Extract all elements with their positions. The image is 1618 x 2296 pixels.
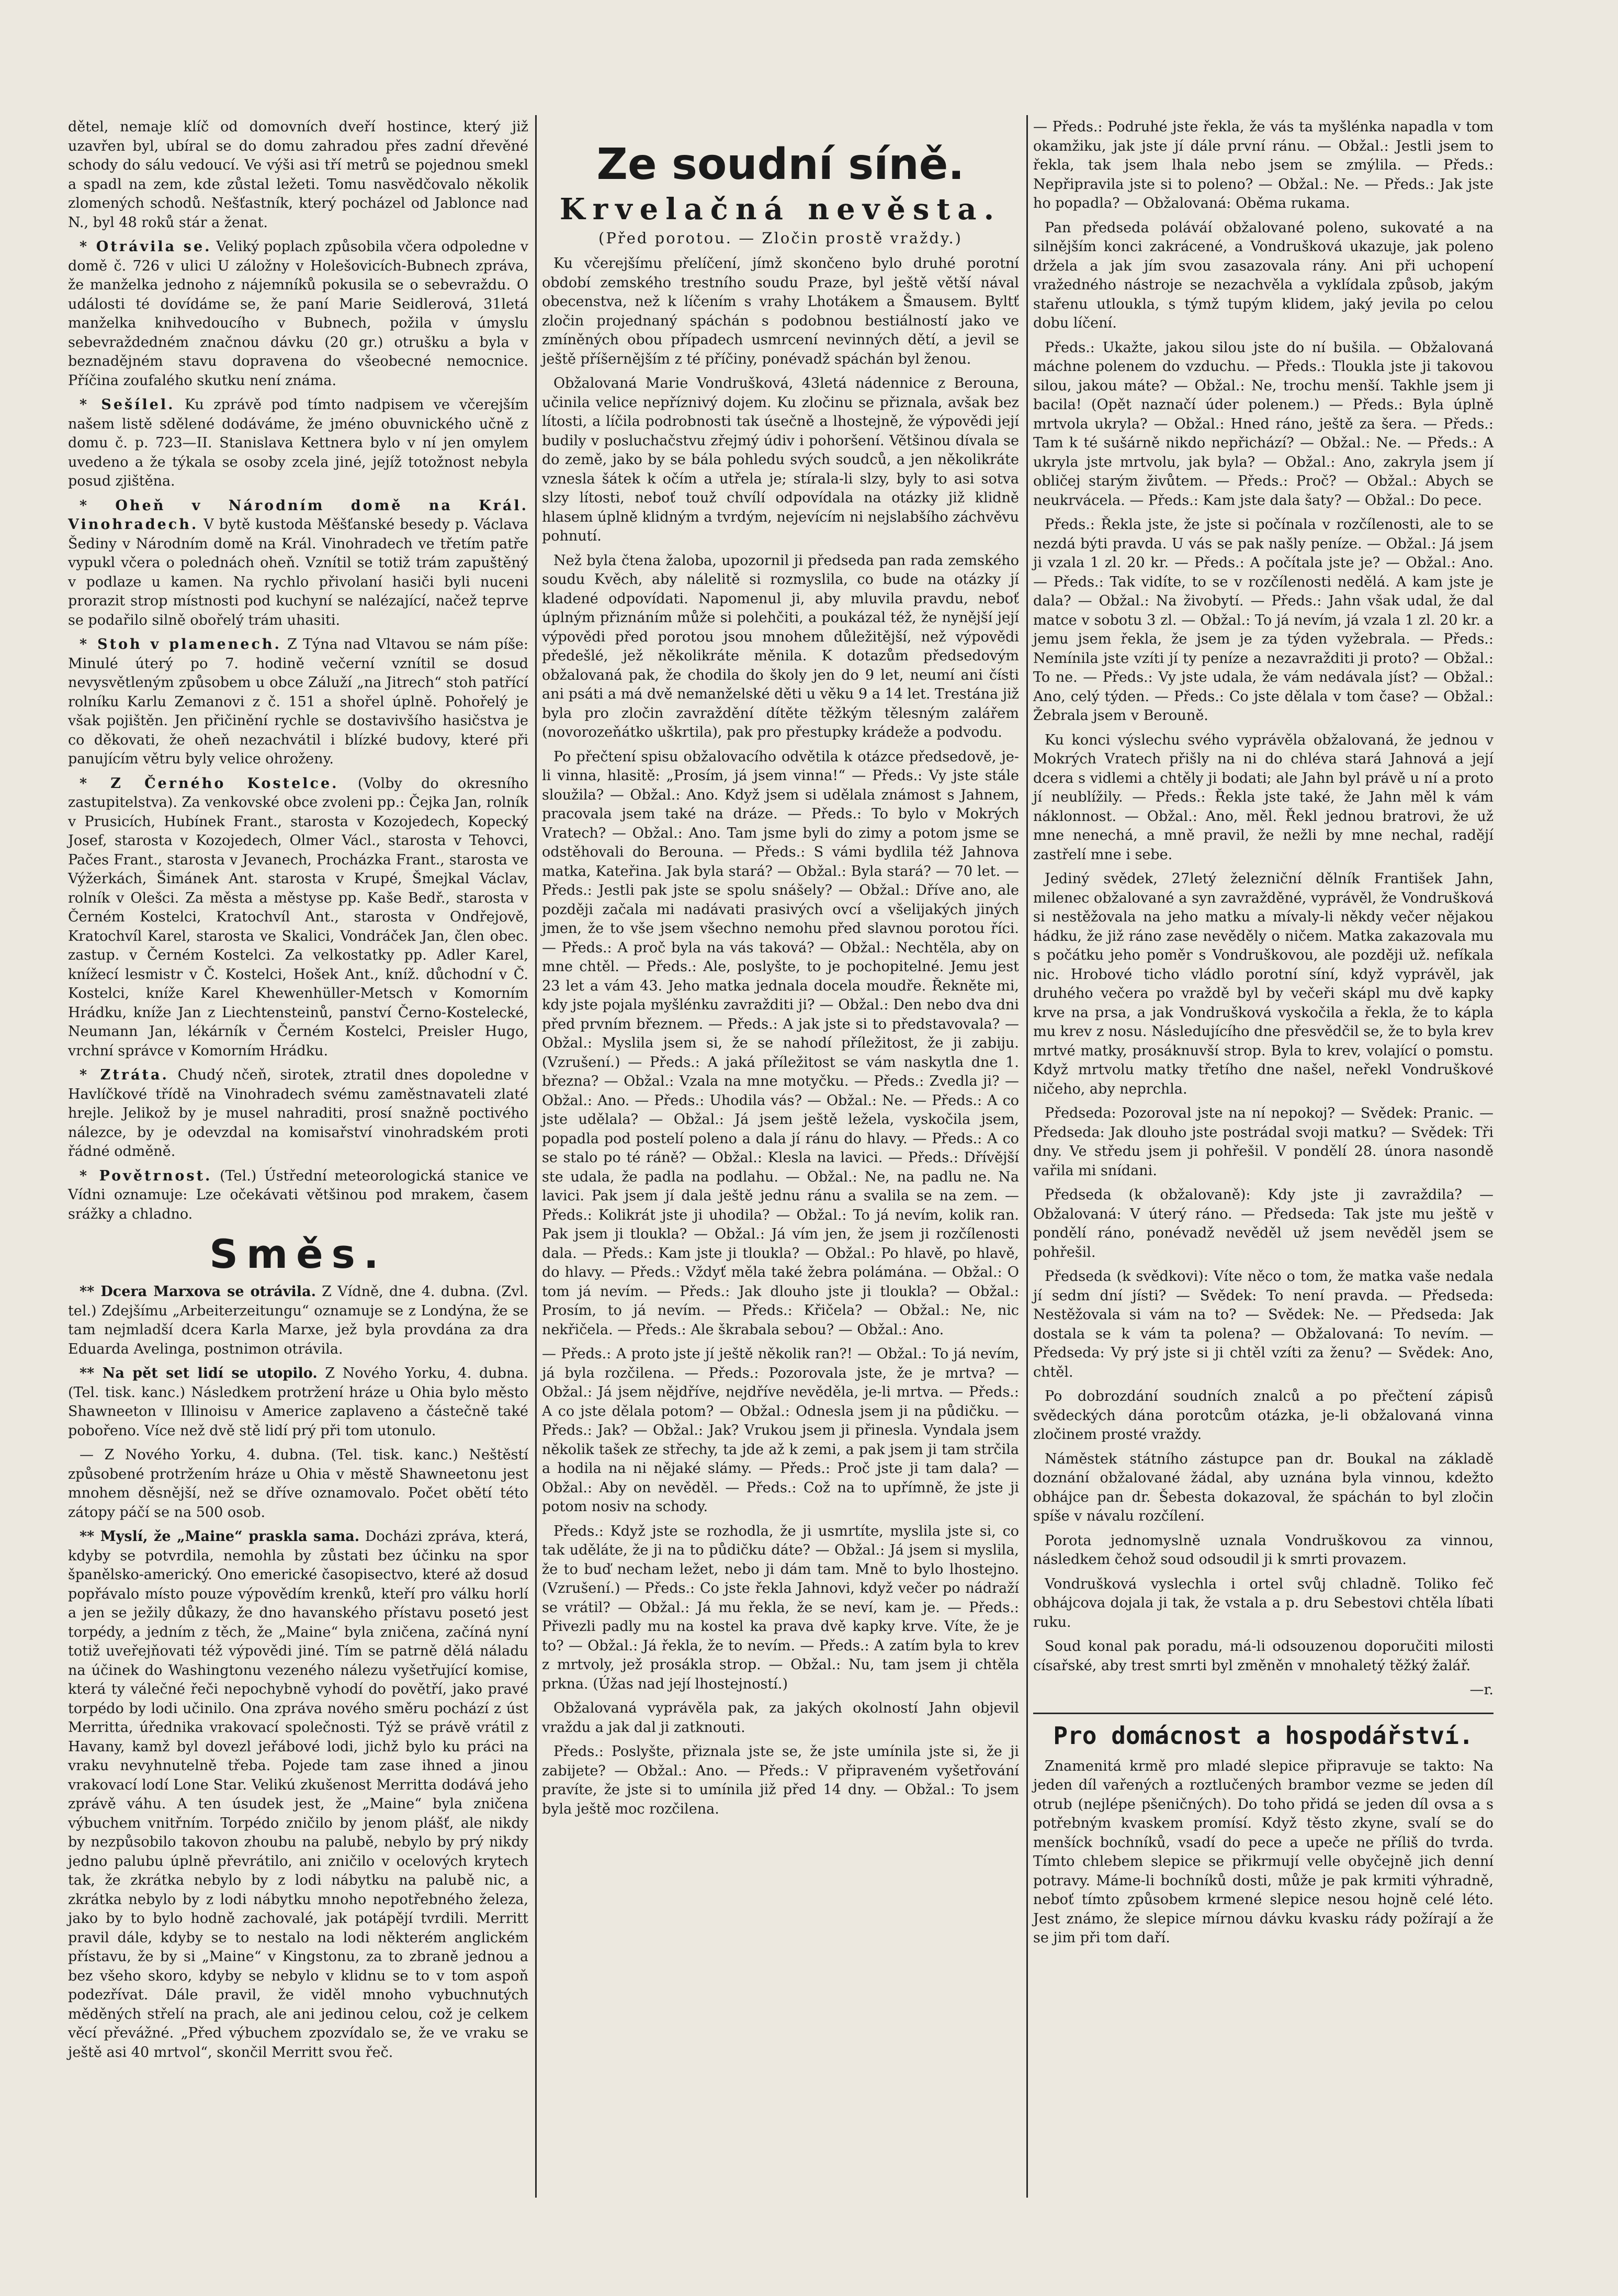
- article-fall-end: dětel, nemaje klíč od domovních dveří hostince, který již uzavřen byl, ubíral se do domu zahradou přes zadní dřevěné schody do sálu vedoucí. Ve výši asi tří metrů se pojednou smekl a spadl na zem, kde zůstal ležeti. Tomu nasvědčovalo několik zlomených schodů. Nešťastník, který pocházel od Jablonce nad N., byl 48 roků stár a ženat.: [68, 119, 528, 231]
- court-paragraph: Předs.: Ukažte, jakou silou jste do ní bušila. — Obžalovaná máchne polenem do vzduchu. — Předs.: Tloukla jste ji takovou silou, jakou máte? — Obžal.: Ne, trochu menší. Takhle jsem ji bacila! (Opět naznačí úder polenem.) — Předs.: Byla úplně mrtvola ukryla? — Obžal.: Hned ráno, ještě za šera. — Předs.: Tam k té sušárně nikdo nepřichází? — Obžal.: Ne. — Předs.: A ukryla jste mrtvolu, jak byla? — Obžal.: Ano, zakryla jsem jí obličej starým živůtem. — Předs.: Proč? — Obžal.: Abych se neukrvácela. — Předs.: Kam jste dala šaty? — Obžal.: Do pece.: [1033, 339, 1493, 509]
- court-paragraph: Po přečtení spisu obžalovacího odvětila k otázce předsedově, je-li vinna, hlasitě: „Prosím, já jsem vinna!“ — Předs.: Vy jste stále sloužila? — Obžal.: Ano. Když jsem si udělala známost s Jahnem, pracovala jsem také na dráze. — Předs.: To bylo v Mokrých Vratech? — Obžal.: Ano. Tam jsme byli do zimy a potom jsme se odstěhovali do Berouna. — Předs.: S vámi bydlila též Jahnova matka, Kateřina. Jak byla stará? — Obžal.: Byla stará? — 70 let. — Předs.: Jestli pak jste se spolu snášely? — Obžal.: Dříve ano, ale později začala mi nadávati prasivých ovcí a všelijakých jiných jmen, že to vše jsem všechno nemohu před slavnou porotou říci. — Předs.: A proč byla na vás taková? — Obžal.: Nechtěla, aby on mne chtěl. — Předs.: Ale, poslyšte, to je pochopitelné. Jemu jest 23 let a vám 43. Jeho matka jednala docela moudře. Řekněte mi, kdy jste pojala myšlénku zavražditi ji? — Obžal.: Den nebo dva dni před prvním březnem. — Předs.: A jak jste si to představovala? — Obžal.: Myslila jsem si, že se nahodí příležitost, že ji zabiju. (Vzrušení.) — Předs.: A jaká příležitost se vám naskytla dne 1. března? — Obžal.: Vzala na mne motyčku. — Předs.: Zvedla ji? — Obžal.: Ano. — Předs.: Uhodila vás? — Obžal.: Ne. — Předs.: A co jste udělala? — Obžal.: Já jsem ještě ležela, vyskočila jsem, popadla pod postelí poleno a dala jí ránu do hlavy. — Předs.: A co se stalo po té ráně? — Obžal.: Klesla na lavici. — Předs.: Dřívější ste udala, že padla na podlahu. — Obžal.: Ne, na padlu ne. Na lavici. Pak jsem jí dala ještě jednu ránu a svalila se na zem. — Předs.: Kolikrát jste ji uhodila? — Obžal.: To já nevím, kolik ran. Pak jsem ji tloukla? — Obžal.: Já vím jen, že jsem ji rozčílenosti dala. — Předs.: Kam jste ji tloukla? — Obžal.: Po hlavě, po hlavě, do hlavy. — Předs.: Vždyť měla také žebra polámána. — Obžal.: O tom já nevím. — Předs.: Jak dlouho jste ji tloukla? — Obžal.: Prosím, to já nevím. — Předs.: Křičela? — Obžal.: Ne, nic nekřičela. — Předs.: Ale škrabala sebou? — Obžal.: Ano.: [542, 748, 1019, 1338]
- author-signature: —r.: [1469, 1682, 1493, 1698]
- court-paragraph: Jediný svědek, 27letý železniční dělník František Jahn, milenec obžalované a syn zavražděné, vyprávěl, že Vondrušková si nestěžovala na jeho matku a mívaly-li někdy večer nějakou hádku, že již ráno zase nevěděly o ničem. Matka zakazovala mu s počátku jeho poměr s Vondruškovou, ale později už. nefíkala nic. Hrobové ticho vládlo porotní síní, když vyprávěl, jak druhého večera po vraždě byl by večeři skápl mu dvě kapky krve na prsa, a jak Vondrušková vyskočila a řekla, že to kápla mu krev z nosu. Následujícího dne přesvědčil se, že to byla krev mrtvé matky, prosáknuvší strop. Byla to krev, volající o pomstu. Když mrtvolu matky třetího dne našel, neřekl Vondruškové ničeho, aby neprchla.: [1033, 871, 1493, 1097]
- column-court: [542, 141, 1019, 1824]
- article-new-york: — Z Nového Yorku, 4. dubna. (Tel. tisk. kanc.) Neštěstí způsobené protržením hráze u Ohia v městě Shawneetonu jest mnohem děsnější, než se dříve oznamovalo. Počet obětí této zátopy páčí se na 500 osob.: [68, 1447, 528, 1521]
- column-rule-right: [1026, 115, 1028, 2198]
- court-paragraph: Předs.: Když jste se rozhodla, že ji usmrtíte, myslila jste si, co tak uděláte, že ji na to půdičku dáte? — Obžal.: Já jsem si myslila, že to buď necham ležet, nebo ji dám tam. Mně to bylo lhostejno. (Vzrušení.) — Předs.: Co jste řekla Jahnovi, když večer po nádraží se vrátil? — Obžal.: Já mu řekla, že se neví, kam je. — Předs.: Přivezli padly mu na kostel ka prava dvě kapky krve. Víte, že je to? — Obžal.: Já řekla, že to nevím. — Předs.: A zatím byla to krev z mrtvoly, jež prosákla strop. — Obžal.: Nu, tam jsem ji chtěla prkna. (Úžas nad její lhostejností.): [542, 1523, 1019, 1692]
- court-paragraph: Porota jednomyslně uznala Vondruškovou za vinnou, následkem čehož soud odsoudil ji k smrti provazem.: [1033, 1532, 1493, 1568]
- article-subtitle: (Před porotou. — Zločin prostě vraždy.): [598, 229, 963, 247]
- court-paragraph: — Předs.: A proto jste jí ještě několik ran?! — Obžal.: To já nevím, já byla rozčilena. — Předs.: Pozorovala jste, že je mrtva? — Obžal.: Já jsem nějdříve, nejdříve nevěděla, je-li mrtva. — Předs.: A co jste dělala potom? — Obžal.: Odnesla jsem ji na půdičku. — Předs.: Jak? — Obžal.: Jak? Vrukou jsem ji přinesla. Vyndala jsem několik tašek ze střechy, ta jde až k zemi, a pak jsem ji tam strčila a hodila na ni nějaké slámy. — Předs.: Proč jste ji tam dala? — Obžal.: Aby on nevěděl. — Předs.: Což na to upřímně, že jste ji potom nosiv na schody.: [542, 1346, 1019, 1515]
- court-paragraph: Předseda (k obžalovaně): Kdy jste ji zavraždila? — Obžalovaná: V úterý ráno. — Předseda: Tak jste mu ještě v pondělí ráno, ponévadž nevěděl už jsem nevěděl jsem se pohřešil.: [1033, 1187, 1493, 1260]
- court-paragraph: Po dobrozdání soudních znalců a po přečtení zápisů svědeckých dána porotcům otázka, je-li obžalovaná vinna zločinem prosté vraždy.: [1033, 1388, 1493, 1443]
- section-title-smes: Směs.: [209, 1231, 387, 1277]
- column-court-continued: [1033, 118, 1493, 1953]
- court-paragraph: — Předs.: Podruhé jste řekla, že vás ta myšlénka napadla v tom okamžiku, jak jste jí dále první ránu. — Obžal.: Jestli jsem to řekla, tak jsem lhala nebo jsem se zmýlila. — Předs.: Nepřipravila jste si to poleno? — Obžal.: Ne. — Předs.: Jak jste ho popadla? — Obžalovaná: Oběma rukama.: [1033, 119, 1493, 211]
- article-sesilel: * Sešílel. Ku zprávě pod tímto nadpisem ve včerejším našem listě sdělené dodáváme, že jméno obuvnického učně z domu č. p. 723—II. Stanislava Kettnera bylo v ní jen omylem uvedeno a že týkala se osoby zcela jiné, jejíž totožnost nebyla posud zjištěna.: [68, 397, 528, 489]
- article-povetrnost: * Povětrnost. (Tel.) Ústřední meteorologická stanice ve Vídni oznamuje: Lze očekávati většinou pod mrakem, časem srážky a chladno.: [68, 1167, 528, 1222]
- court-paragraph: Náměstek státního zástupce pan dr. Boukal na základě doznání obžalované žádal, aby uznána byla vinnou, kdežto obhájce pan dr. Šebesta dokazoval, že spáchán to byl zločin spíše v návalu rozčílení.: [1033, 1450, 1493, 1524]
- article-ztrata: * Ztráta. Chudý nčeň, sirotek, ztratil dnes dopoledne v Havlíčkové třídě na Vinohradech svému zaměstnavateli zlaté hrejle. Jelikož by je musel nahraditi, prosí snažně poctivého nálezce, by je odevzdal na komisařství vinohradském proti řádné odměně.: [68, 1067, 528, 1160]
- court-paragraph: Vondrušková vyslechla i ortel svůj chladně. Toliko feč obhájcova dojala ji tak, že vstala a p. dru Sebestovi chtěla líbati ruku.: [1033, 1575, 1493, 1630]
- court-paragraph: Předs.: Řekla jste, že jste si počínala v rozčílenosti, ale to se nezdá býti pravda. U vás se pak našly peníze. — Obžal.: Já jsem ji vzala 1 zl. 20 kr. — Předs.: A počítala jste je? — Obžal.: Ano. — Předs.: Tak vidíte, to se v rozčílenosti nedělá. A kam jste je dala? — Obžal.: Na živobytí. — Předs.: Jahn však udal, že dal matce v sobotu 3 zl. — Obžal.: To já nevím, já vzala 1 zl. 20 kr. a jemu jsem řekla, že jsem je za týden vyžebrala. — Předs.: Nemínila jste vzíti jí ty peníze a nezavražditi ji proto? — Obžal.: To ne. — Předs.: Vy jste udala, že vám nedávala jíst? — Obžal.: Ano, celý týden. — Předs.: Co jste dělala v tom čase? — Obžal.: Žebrala jsem v Berouně.: [1033, 516, 1493, 724]
- court-paragraph: Pan předseda poláváí obžalované poleno, sukovaté a na silnějším konci zakrácené, a Vondrušková ukazuje, jak poleno držela a jak jím svou zasazovala rány. Ani při uchopení vražedného nástroje se nezachvěla a vyklídala způsob, jakým stařenu utloukla, s týmž tupým klidem, jaký jevila po celou dobu líčení.: [1033, 219, 1493, 331]
- court-paragraph: Předseda: Pozoroval jste na ní nepokoj? — Svědek: Pranic. — Předseda: Jak dlouho jste postrádal svoji matku? — Svědek: Tři dny. Ve středu jsem ji pohřešil. V pondělí 28. února nasondě vařila mi snídani.: [1033, 1105, 1493, 1179]
- court-paragraph: Předseda (k svědkovi): Víte něco o tom, že matka vaše nedala jí sedm dní jísti? — Svědek: To není pravda. — Předseda: Nestěžovala si vám na to? — Svědek: Ne. — Předseda: Jak dostala se k vám ta polena? — Obžalovaná: To nevím. — Předseda: Vy prý jste si ji chtěl vzíti za ženu? — Svědek: Ano, chtěl.: [1033, 1268, 1493, 1380]
- court-paragraph: Předs.: Poslyšte, přiznala jste se, že jste umínila jste si, že ji zabijete? — Obžal.: Ano. — Předs.: V připraveném vyšetřování pravíte, že jste si to umínila již před 14 dny. — Obžal.: To jsem byla ještě moc rozčilena.: [542, 1743, 1019, 1817]
- article-utopilo: ** Na pět set lidí se utopilo. Z Nového Yorku, 4. dubna. (Tel. tisk. kanc.) Následkem protržení hráze u Ohia bylo město Shawneeton v Illinoisu v Americe zaplaveno a částečně také pobořeno. Více než dvě stě lidí prý při tom utonulo.: [68, 1365, 528, 1439]
- article-title-nevesta: Krvelačná nevěsta.: [559, 192, 1002, 227]
- column-local-news: [68, 118, 528, 2067]
- court-paragraph: Ku konci výslechu svého vyprávěla obžalovaná, že jednou v Mokrých Vratech přišly na ni do chléva stará Jahnová a její dcera s vidlemi a chtěly ji bodati; ale Jahn byl právě u ní a proto jí neublížily. — Předs.: Řekla jste také, že Jahn měl k vám náklonnost. — Obžal.: Ano, měl. Řekl jednou bratrovi, že už mne nenechá, a mně pravil, že nežli by mne nechal, radějí zastřelí mne i sebe.: [1033, 731, 1493, 863]
- article-stoh: * Stoh v plamenech. Z Týna nad Vltavou se nám píše: Minulé úterý po 7. hodině večerní vznítil se dosud nevysvětleným způsobem u obce Záluží „na Jitrech“ stoh patřící rolníku Karlu Zemanovi z č. 151 a shořel úplně. Pohořelý je však pojištěn. Jen přičinění rychle se dostavivšího hasičstva je co děkovati, že oheň nezachvátil i blízké budovy, které při panujícím větru byly velice ohroženy.: [68, 636, 529, 767]
- section-title-household: Pro domácnost a hospodářství.: [1033, 1713, 1493, 1750]
- household-paragraph: Znamenitá krmě pro mladé slepice připravuje se takto: Na jeden díl vařených a roztlučených brambor vezme se jeden díl otrub (nejlépe pšeničných). Do toho přidá se jeden díl ovsa a s potřebným kvaskem promísí. Když těsto zkyne, svalí se do menšíck bochníků, vsadí do pece a upeče ne příliš do tvrda. Tímto chlebem slepice se přikrmují velle obyčejně jich denní potravy. Máme-li bochníků dosti, může je pak krmiti výhradně, neboť tímto způsobem krmené slepice nesou hojně celé léto. Jest známo, že slepice mírnou dávku kvasku rády požírají a že se jim při tom daří.: [1033, 1758, 1493, 1946]
- article-maine: ** Myslí, že „Maine“ praskla sama. Docházi zpráva, která, kdyby se potvrdila, nemohla by zůstati bez účinku na spor španělsko-americký. Ono emerické časopisectvo, které až dosud popřávalo místo pouze výpovědím krenků, kteří pro válku horlí a jen se ježily důkazy, že dno havanského přístavu posetó jest torpédy, a jedním z těch, že „Maine“ byla zničena, začíná nyní totiž uveřejňovati též výpovědi jiné. Tím se patrně dělá náladu na účinek do Washingtonu vezeného nálezu vyšetřující komise, která ty válečné řeči nepochybně vyhodí do povětří, jako pravé torpédo by lodi učinilo. Ona zpráva nového směru pochází z úst Merritta, úřednika vrakovací společnosti. Týž se právě vrátil z Havany, kamž byl dovezl jeřábové lodi, jichž bylo ku práci na vraku nevyhnutelně třeba. Pojede tam zase ihned a jinou vrakovací lodí Lone Star. Velikú zkušenost Merritta dodává jeho zprávě váhu. A ten úsudek jest, že „Maine“ byla zničena výbuchem vnitřním. Torpédo zničilo by jenom plášť, ale nikdy by nezpůsobilo takovon zhoubu na palubě, nebylo by prý nikdy jedno palubu úplně převrátilo, ani zničilo v ocelových krytech tak, že zkrátka nebylo by z lodi nábytku na palubě nic, a zkrátka nebylo by z lodi nábytku mnoho nepotřebného železa, jako by to bylo hodně zachovalé, jak potápějí tvrdili. Merritt pravil dále, kdyby se to nestalo na lodi některém anglickém přístavu, že by si „Maine“ v Kingstonu, za to zbraně jednou a bez všeho skoro, kdyby se nebylo v klidnu se to v tom aspoň podezřívat. Dále pravil, že viděl mnoho vybuchnutých měděných střelí na prach, ale ani jedinou celou, což je celkem věcí převážné. „Před výbuchem zpozvídalo se, že ve vraku se ještě asi 40 mrtvol“, skončil Merritt svou řeč.: [68, 1528, 528, 2061]
- article-marx: ** Dcera Marxova se otrávila. Z Vídně, dne 4. dubna. (Zvl. tel.) Zdejšímu „Arbeiterzeitungu“ oznamuje se z Londýna, že se tam nejmladší dcera Karla Marxe, jež byla provdána za dra Eduarda Avelinga, postnimon otrávila.: [68, 1284, 528, 1357]
- column-rule-left: [535, 115, 537, 2198]
- court-paragraph: Než byla čtena žaloba, upozornil ji předseda pan rada zemského soudu Kvěch, aby nálelitě si rozmyslila, co bude na otázky jí kladené odpovídati. Napomenul ji, aby mluvila pravdu, neboť úplným přiznáním může si polehčiti, a poukázal též, že nynější její výpovědi před porotou jsou mnohem důležitější, než výpovědi předešlé, jež několikráte měnila. K dotazům předsedovým obžalovaná pak, že chodila do školy jen do 9 let, neumí ani čísti ani psáti a má dvě nemanželské děti u věku 9 a 14 let. Trestána již byla pro zločin zavraždění dítěte těžkým tělesným zalářem (novorozeňátko uškrtila), pak pro přestupky krádeže a podvodu.: [542, 552, 1020, 740]
- article-otravila: * Otrávila se. Veliký poplach způsobila včera odpoledne v domě č. 726 v ulici U záložny v Holešovicích-Bubnech zpráva, že manželka jednoho z nájemníků pokusila se o sebevraždu. O události té dovídáme se, že paní Marie Seidlerová, 31letá manželka knihvedoucího v Bubnech, požila v úmyslu sebevraždedném značnou dávku (20 gr.) otrušku a byla v beznadějném stavu dopravena do všeobecné nemocnice. Příčina zoufalého skutku není známa.: [68, 239, 529, 389]
- section-title-court: Ze soudní síně.: [596, 140, 965, 189]
- article-ohen: * Oheň v Národním domě na Král. Vinohradech. V bytě kustoda Měšťanské besedy p. Václava Šediny v Národním domě na Král. Vinohradech ve třetím patře vypukl včera o polednách oheň. Vznítil se totiž trám zapuštěný v podlaze u kamen. Na rychlo přivolaní hasiči byli nuceni prorazit strop místnosti pod kuchyní se nalézající, načež teprve se podařilo silně obořelý trám uhasiti.: [68, 497, 528, 628]
- court-paragraph: Obžalovaná vyprávěla pak, za jakých okolností Jahn objevil vraždu a jak dal ji zatknouti.: [542, 1700, 1019, 1736]
- court-paragraph: Ku včerejšímu přelíčení, jímž skončeno bylo druhé porotní období zemského trestního soudu Praze, byl ještě větší nával obecenstva, než k líčením s vrahy Lhotákem a Šmausem. Byltť zločin projednaný spáchán s podobnou bestiálností jako ve zmíněných obou případech usmrcení nevinných dětí, a jevil se ještě příšernějším z té příčiny, ponévadž spáchán byl ženou.: [542, 255, 1019, 367]
- article-kostelec: * Z Černého Kostelce. (Volby do okresního zastupitelstva). Za venkovské obce zvoleni pp.: Čejka Jan, rolník v Prusicích, Hubínek Frant., starosta v Kozojedech, Kopecký Josef, starosta v Kozojedech, Olmer Václ., starosta v Tehovci, Pačes Frant., starosta v Jevanech, Procházka Frant., starosta ve Výžerkách, Šimánek Ant. starosta v Krupé, Šmejkal Václav, rolník v Olešci. Za města a městyse pp. Kaše Bedř., starosta v Černém Kostelci, Kratochvíl Ant., starosta v Ondřejově, Kratochvíl Karel, starosta ve Skalici, Vondráček Jan, člen obec. zastup. v Černém Kostelci. Za velkostatky pp. Adler Karel, knížecí lesmistr v Č. Kostelci, Hošek Ant., kníž. důchodní v Č. Kostelci, kníže Karel Khewenhüller-Metsch v Komorním Hrádku, kníže Jan z Liechtensteinů, panství Černo-Kostelecké, Neumann Jan, lékárník v Černém Kostelci, Preisler Hugo, vrchní správce v Komorním Hrádku.: [68, 775, 528, 1059]
- court-paragraph: Soud konal pak poradu, má-li odsouzenou doporučiti milosti císařské, aby trest smrti byl změněn v mnohaletý těžký žalář.: [1033, 1638, 1493, 1674]
- court-paragraph: Obžalovaná Marie Vondrušková, 43letá nádennice z Berouna, učinila velice nepříznivý dojem. Ku zločinu se přiznala, avšak bez lítosti, a líčila podrobnosti tak úsečně a lhostejně, že výpovědi její budily v posluchačstvu zřejmý údiv i pohoršení. Většinou dívala se do země, jako by se bála pohledu svých soudců, a jen několikráte vznesla šátek k očím a utřela je; stírala-li slzy, byly to asi sotva slzy lítosti, neboť touž chvílí odpovídala na otázky již klidně hlasem úplně klidným a tvrdým, nejevícím ni nejslabšího záchvěvu pohnutí.: [542, 375, 1019, 544]
